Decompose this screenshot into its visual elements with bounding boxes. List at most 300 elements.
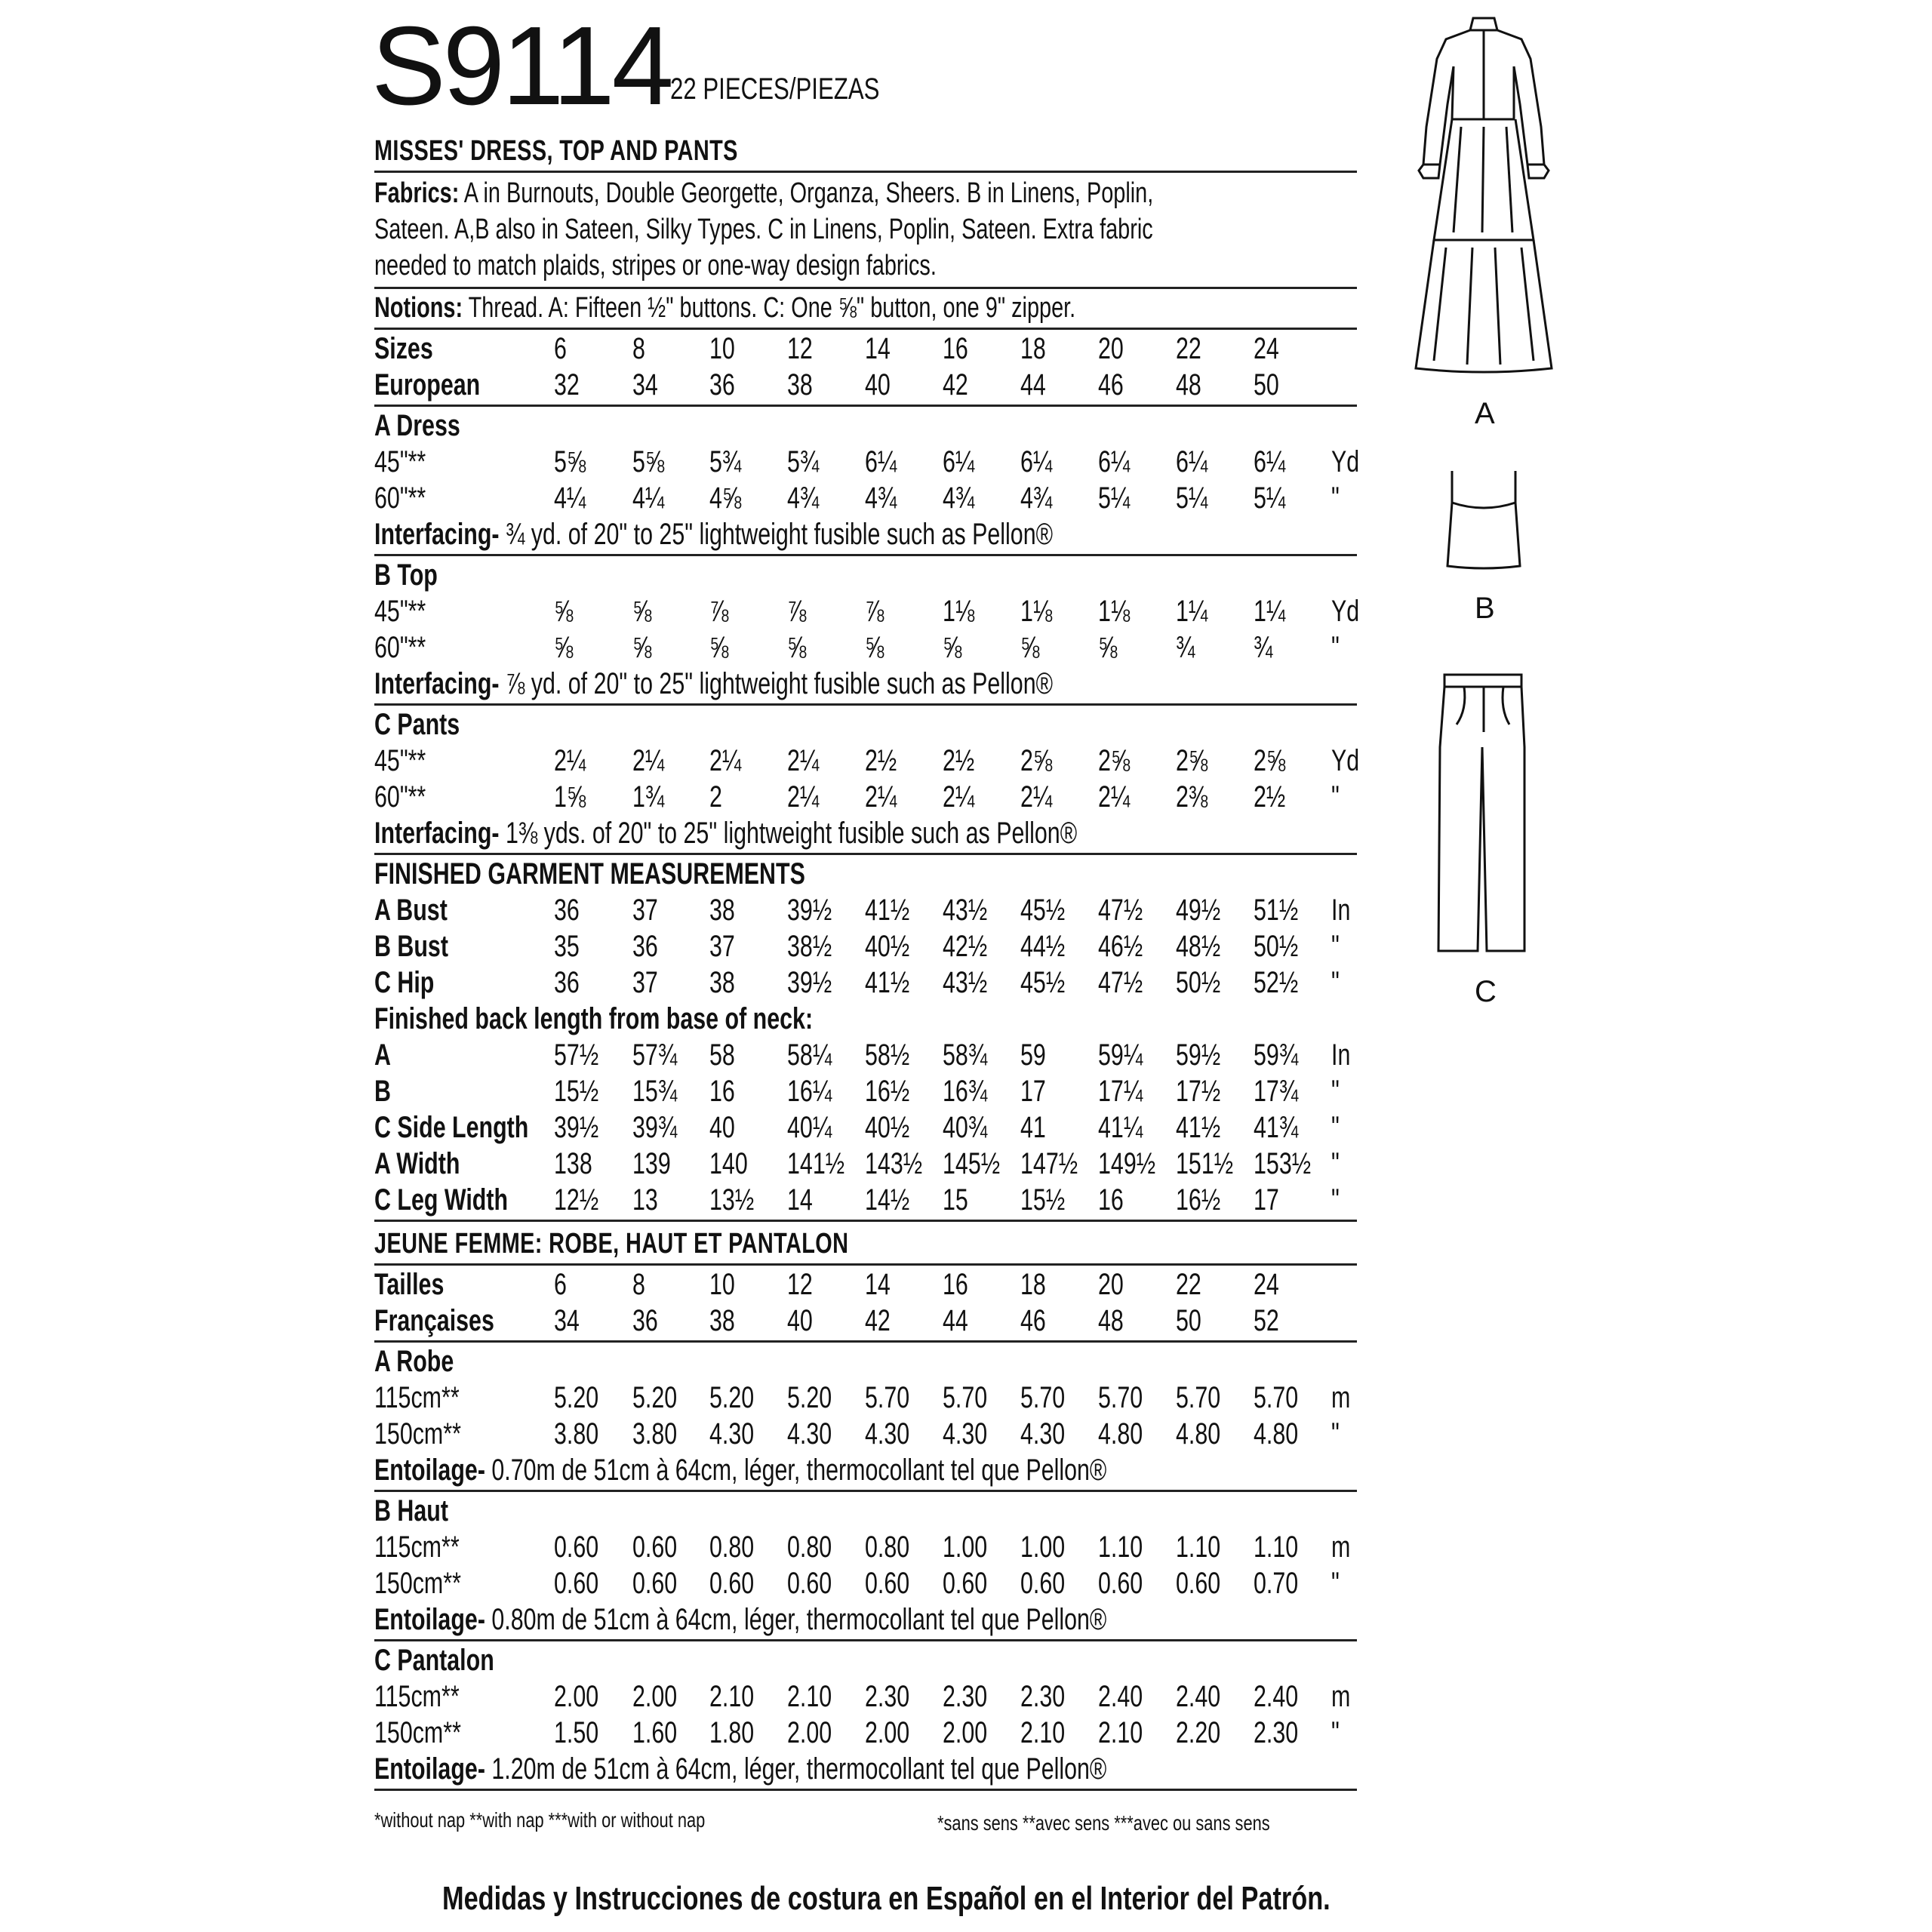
divider bbox=[374, 1340, 1357, 1343]
table-cell: 44½ bbox=[1020, 930, 1066, 963]
table-cell: 149½ bbox=[1098, 1147, 1156, 1180]
table-cell: 2¼ bbox=[943, 780, 975, 814]
table-cell: 0.60 bbox=[632, 1567, 678, 1600]
table-cell: 10 bbox=[709, 332, 735, 365]
row-label: Sizes bbox=[374, 332, 433, 365]
table-row bbox=[374, 892, 1363, 928]
table-cell: 4¾ bbox=[943, 481, 975, 515]
table-cell: 18 bbox=[1020, 1268, 1046, 1301]
table-cell: 2¼ bbox=[709, 744, 742, 777]
view-c-label: C bbox=[1475, 975, 1497, 1008]
interfacing-text: 1⅜ yds. of 20" to 25" lightweight fusible such as Pellon® bbox=[499, 817, 1078, 850]
unit-cell: " bbox=[1331, 780, 1340, 814]
interfacing-text: ¾ yd. of 20" to 25" lightweight fusible such as Pellon® bbox=[499, 518, 1054, 551]
table-cell: ⅞ bbox=[709, 595, 729, 628]
table-cell: 49½ bbox=[1176, 894, 1221, 927]
table-cell: 12½ bbox=[554, 1183, 599, 1217]
table-cell: 40½ bbox=[865, 1111, 910, 1144]
table-cell: 6¼ bbox=[1176, 445, 1208, 478]
unit-cell: " bbox=[1331, 1417, 1340, 1451]
table-row bbox=[374, 1565, 1363, 1601]
table-cell: 43½ bbox=[943, 966, 988, 999]
table-cell: ¾ bbox=[1254, 631, 1273, 664]
table-cell: 59 bbox=[1020, 1038, 1046, 1072]
table-cell: 1⅛ bbox=[943, 595, 975, 628]
table-cell: 1.60 bbox=[632, 1716, 678, 1749]
table-cell: 2.00 bbox=[787, 1716, 832, 1749]
interfacing-label: Interfacing- bbox=[374, 518, 500, 551]
table-cell: 2.00 bbox=[943, 1716, 988, 1749]
table-cell: 2.40 bbox=[1098, 1680, 1143, 1713]
table-row bbox=[374, 1715, 1363, 1751]
garment-title: MISSES' DRESS, TOP AND PANTS bbox=[374, 135, 738, 167]
table-row bbox=[374, 666, 1363, 702]
interfacing-note bbox=[374, 1601, 1106, 1638]
interfacing-note bbox=[374, 1751, 1106, 1787]
table-row bbox=[374, 480, 1363, 516]
fabrics-label: Fabrics: bbox=[374, 177, 460, 209]
table-cell: 2⅝ bbox=[1020, 744, 1053, 777]
table-cell: 2⅝ bbox=[1176, 744, 1208, 777]
table-cell: 2.30 bbox=[865, 1680, 910, 1713]
table-cell: 1⅛ bbox=[1020, 595, 1053, 628]
pieces-count: 22 PIECES/PIEZAS bbox=[670, 72, 880, 106]
row-label: 150cm** bbox=[374, 1567, 461, 1600]
table-row bbox=[374, 1146, 1363, 1182]
table-cell: 2.10 bbox=[1020, 1716, 1066, 1749]
table-cell: 41¼ bbox=[1098, 1111, 1143, 1144]
table-cell: 6 bbox=[554, 1268, 567, 1301]
table-cell: 2⅝ bbox=[1254, 744, 1286, 777]
table-cell: 18 bbox=[1020, 332, 1046, 365]
table-cell: 16 bbox=[943, 1268, 968, 1301]
table-row bbox=[374, 444, 1363, 480]
table-cell: 34 bbox=[554, 1304, 580, 1337]
unit-cell: " bbox=[1331, 1567, 1340, 1600]
table-cell: 16 bbox=[943, 332, 968, 365]
table-row bbox=[374, 815, 1363, 851]
table-cell: 4¾ bbox=[1020, 481, 1053, 515]
table-cell: 2 bbox=[709, 780, 722, 814]
table-cell: 15 bbox=[943, 1183, 968, 1217]
table-cell: 4.80 bbox=[1176, 1417, 1221, 1451]
divider bbox=[374, 328, 1357, 330]
table-cell: 17¼ bbox=[1098, 1075, 1143, 1108]
table-cell: 2.30 bbox=[943, 1680, 988, 1713]
interfacing-label: Interfacing- bbox=[374, 667, 500, 700]
table-cell: 5.70 bbox=[1254, 1381, 1299, 1414]
table-cell: 10 bbox=[709, 1268, 735, 1301]
table-cell: 34 bbox=[632, 368, 658, 401]
table-cell: 5.70 bbox=[1020, 1381, 1066, 1414]
row-label: 45"** bbox=[374, 744, 426, 777]
table-cell: 12 bbox=[787, 1268, 813, 1301]
table-cell: 5¾ bbox=[709, 445, 742, 478]
unit-cell: Yd bbox=[1331, 445, 1360, 478]
table-cell: 44 bbox=[1020, 368, 1046, 401]
table-cell: 46 bbox=[1020, 1304, 1046, 1337]
table-cell: 57¾ bbox=[632, 1038, 678, 1072]
table-cell: 5.20 bbox=[787, 1381, 832, 1414]
table-row bbox=[374, 331, 1363, 367]
table-cell: 45½ bbox=[1020, 966, 1066, 999]
table-cell: 14½ bbox=[865, 1183, 910, 1217]
table-cell: 2.40 bbox=[1176, 1680, 1221, 1713]
interfacing-text: 0.80m de 51cm à 64cm, léger, thermocollant tel que Pellon® bbox=[485, 1603, 1107, 1636]
table-cell: 24 bbox=[1254, 332, 1279, 365]
table-cell: 50 bbox=[1176, 1304, 1201, 1337]
interfacing-text: ⅞ yd. of 20" to 25" lightweight fusible such as Pellon® bbox=[499, 667, 1054, 700]
table-cell: 42 bbox=[943, 368, 968, 401]
table-row bbox=[374, 1452, 1363, 1488]
title-block bbox=[374, 133, 853, 169]
table-cell: 38½ bbox=[787, 930, 832, 963]
divider bbox=[374, 287, 1357, 289]
table-cell: 0.60 bbox=[1098, 1567, 1143, 1600]
table-row bbox=[374, 1182, 1363, 1218]
table-cell: 4⅝ bbox=[709, 481, 742, 515]
table-row bbox=[374, 1001, 1363, 1037]
table-cell: 38 bbox=[709, 1304, 735, 1337]
table-cell: 38 bbox=[709, 966, 735, 999]
table-cell: 6¼ bbox=[943, 445, 975, 478]
table-cell: 51½ bbox=[1254, 894, 1299, 927]
table-cell: 151½ bbox=[1176, 1147, 1234, 1180]
interfacing-label: Entoilage- bbox=[374, 1454, 485, 1487]
table-cell: 2.20 bbox=[1176, 1716, 1221, 1749]
row-label: C Pantalon bbox=[374, 1644, 494, 1677]
row-label: B Top bbox=[374, 558, 438, 592]
table-cell: 40 bbox=[865, 368, 891, 401]
table-cell: 0.60 bbox=[787, 1567, 832, 1600]
table-cell: 50 bbox=[1254, 368, 1279, 401]
row-label: FINISHED GARMENT MEASUREMENTS bbox=[374, 857, 805, 891]
table-cell: 5.20 bbox=[709, 1381, 755, 1414]
table-cell: 58¾ bbox=[943, 1038, 988, 1072]
table-row bbox=[374, 856, 1363, 892]
row-label: Finished back length from base of neck: bbox=[374, 1002, 814, 1035]
table-cell: 145½ bbox=[943, 1147, 1001, 1180]
table-cell: 1¾ bbox=[632, 780, 665, 814]
table-cell: 147½ bbox=[1020, 1147, 1078, 1180]
table-row bbox=[374, 1601, 1363, 1638]
table-cell: 50½ bbox=[1176, 966, 1221, 999]
table-cell: 37 bbox=[632, 966, 658, 999]
row-label: Françaises bbox=[374, 1304, 494, 1337]
unit-cell: In bbox=[1331, 894, 1351, 927]
table-cell: 39½ bbox=[787, 894, 832, 927]
table-cell: 40 bbox=[709, 1111, 735, 1144]
table-cell: 38 bbox=[709, 894, 735, 927]
table-cell: 36 bbox=[632, 1304, 658, 1337]
table-cell: 12 bbox=[787, 332, 813, 365]
table-cell: ⅝ bbox=[632, 595, 652, 628]
table-cell: 1¼ bbox=[1176, 595, 1208, 628]
table-cell: 41½ bbox=[865, 966, 910, 999]
row-label: 45"** bbox=[374, 595, 426, 628]
table-cell: 41½ bbox=[1176, 1111, 1221, 1144]
table-cell: 5.70 bbox=[865, 1381, 910, 1414]
table-cell: 140 bbox=[709, 1147, 748, 1180]
divider bbox=[374, 853, 1357, 855]
unit-cell: Yd bbox=[1331, 595, 1360, 628]
table-cell: 2.00 bbox=[632, 1680, 678, 1713]
notions-text: Thread. A: Fifteen ½" buttons. C: One ⅝" button, one 9" zipper. bbox=[463, 292, 1076, 324]
table-cell: ⅝ bbox=[787, 631, 807, 664]
unit-cell: " bbox=[1331, 1111, 1340, 1144]
fabrics-line-3: needed to match plaids, stripes or one-way design fabrics. bbox=[374, 250, 937, 281]
view-a-label: A bbox=[1475, 397, 1495, 430]
table-cell: 16½ bbox=[1176, 1183, 1221, 1217]
table-cell: 47½ bbox=[1098, 966, 1143, 999]
row-label: European bbox=[374, 368, 481, 401]
table-cell: 40½ bbox=[865, 930, 910, 963]
interfacing-note bbox=[374, 516, 1053, 552]
table-cell: 14 bbox=[787, 1183, 813, 1217]
table-cell: 3.80 bbox=[632, 1417, 678, 1451]
table-cell: 24 bbox=[1254, 1268, 1279, 1301]
table-cell: 39¾ bbox=[632, 1111, 678, 1144]
table-cell: 59¾ bbox=[1254, 1038, 1299, 1072]
table-row bbox=[374, 706, 1363, 743]
table-cell: 2⅜ bbox=[1176, 780, 1208, 814]
row-label: 60"** bbox=[374, 780, 426, 814]
table-cell: 59¼ bbox=[1098, 1038, 1143, 1072]
table-row bbox=[374, 1380, 1363, 1416]
table-cell: ⅝ bbox=[632, 631, 652, 664]
unit-cell: m bbox=[1331, 1381, 1351, 1414]
table-cell: 2½ bbox=[865, 744, 897, 777]
row-label: A bbox=[374, 1038, 391, 1072]
table-cell: 3.80 bbox=[554, 1417, 599, 1451]
table-cell: 4.30 bbox=[787, 1417, 832, 1451]
table-cell: 5.20 bbox=[632, 1381, 678, 1414]
interfacing-label: Entoilage- bbox=[374, 1603, 485, 1636]
table-cell: 45½ bbox=[1020, 894, 1066, 927]
row-label: C Pants bbox=[374, 708, 460, 741]
table-row bbox=[374, 516, 1363, 552]
table-cell: 2½ bbox=[1254, 780, 1286, 814]
table-cell: 0.60 bbox=[632, 1531, 678, 1564]
table-cell: 36 bbox=[554, 966, 580, 999]
table-cell: 4¾ bbox=[787, 481, 820, 515]
table-cell: 43½ bbox=[943, 894, 988, 927]
table-cell: 58 bbox=[709, 1038, 735, 1072]
table-cell: 1.10 bbox=[1176, 1531, 1221, 1564]
table-cell: 5.20 bbox=[554, 1381, 599, 1414]
table-row bbox=[374, 928, 1363, 964]
table-row bbox=[374, 593, 1363, 629]
table-cell: 2.40 bbox=[1254, 1680, 1299, 1713]
table-row bbox=[374, 408, 1363, 444]
table-cell: 2¼ bbox=[554, 744, 586, 777]
divider bbox=[374, 1639, 1357, 1641]
table-row bbox=[374, 1037, 1363, 1073]
table-cell: ⅝ bbox=[554, 595, 574, 628]
row-label: 115cm** bbox=[374, 1531, 460, 1564]
divider bbox=[374, 405, 1357, 407]
table-cell: 52 bbox=[1254, 1304, 1279, 1337]
table-cell: 1.00 bbox=[943, 1531, 988, 1564]
table-cell: 16½ bbox=[865, 1075, 910, 1108]
interfacing-text: 0.70m de 51cm à 64cm, léger, thermocollant tel que Pellon® bbox=[485, 1454, 1107, 1487]
table-cell: 58½ bbox=[865, 1038, 910, 1072]
row-label: A Width bbox=[374, 1147, 460, 1180]
table-row bbox=[374, 1343, 1363, 1380]
table-cell: 5¼ bbox=[1098, 481, 1131, 515]
unit-cell: In bbox=[1331, 1038, 1351, 1072]
table-cell: 38 bbox=[787, 368, 813, 401]
table-row bbox=[374, 1073, 1363, 1109]
table-cell: 39½ bbox=[787, 966, 832, 999]
table-cell: 32 bbox=[554, 368, 580, 401]
table-cell: 6¼ bbox=[1098, 445, 1131, 478]
table-cell: 15½ bbox=[1020, 1183, 1066, 1217]
row-label: 150cm** bbox=[374, 1716, 461, 1749]
table-cell: 8 bbox=[632, 332, 645, 365]
table-cell: 40 bbox=[787, 1304, 813, 1337]
divider bbox=[374, 703, 1357, 706]
table-cell: 48 bbox=[1098, 1304, 1124, 1337]
table-cell: 17 bbox=[1020, 1075, 1046, 1108]
interfacing-label: Entoilage- bbox=[374, 1752, 485, 1786]
table-cell: 0.80 bbox=[709, 1531, 755, 1564]
table-cell: 2.10 bbox=[709, 1680, 755, 1713]
unit-cell: " bbox=[1331, 481, 1340, 515]
table-cell: 46 bbox=[1098, 368, 1124, 401]
row-label: A Bust bbox=[374, 894, 448, 927]
row-label: A Robe bbox=[374, 1345, 454, 1378]
top-b-illustration bbox=[1438, 468, 1529, 574]
table-cell: 0.60 bbox=[554, 1567, 599, 1600]
table-cell: 1.10 bbox=[1098, 1531, 1143, 1564]
table-cell: 138 bbox=[554, 1147, 592, 1180]
table-cell: ⅞ bbox=[787, 595, 807, 628]
divider bbox=[374, 171, 1357, 173]
unit-cell: " bbox=[1331, 1075, 1340, 1108]
table-cell: 20 bbox=[1098, 1268, 1124, 1301]
divider bbox=[374, 1490, 1357, 1492]
notions-block bbox=[374, 290, 1297, 326]
table-cell: 0.80 bbox=[865, 1531, 910, 1564]
interfacing-label: Interfacing- bbox=[374, 817, 500, 850]
table-row bbox=[374, 743, 1363, 779]
table-cell: 16 bbox=[1098, 1183, 1124, 1217]
table-cell: 22 bbox=[1176, 1268, 1201, 1301]
table-cell: 5¼ bbox=[1254, 481, 1286, 515]
table-cell: 50½ bbox=[1254, 930, 1299, 963]
unit-cell: " bbox=[1331, 1183, 1340, 1217]
table-cell: 13 bbox=[632, 1183, 658, 1217]
table-cell: 0.60 bbox=[554, 1531, 599, 1564]
table-cell: 2¼ bbox=[787, 744, 820, 777]
table-row bbox=[374, 367, 1363, 403]
table-cell: ⅝ bbox=[1098, 631, 1118, 664]
table-cell: ⅝ bbox=[1020, 631, 1040, 664]
table-cell: 1⅛ bbox=[1098, 595, 1131, 628]
row-label: 60"** bbox=[374, 631, 426, 664]
table-row bbox=[374, 964, 1363, 1001]
table-cell: 4.30 bbox=[1020, 1417, 1066, 1451]
table-cell: 36 bbox=[709, 368, 735, 401]
dress-a-illustration bbox=[1401, 14, 1567, 383]
table-cell: 1.50 bbox=[554, 1716, 599, 1749]
spanish-instructions-note: Medidas y Instrucciones de costura en Español en el Interior del Patrón. bbox=[442, 1880, 1331, 1917]
interfacing-note bbox=[374, 815, 1077, 851]
table-cell: 6¼ bbox=[865, 445, 897, 478]
table-cell: 20 bbox=[1098, 332, 1124, 365]
fabrics-line-2: Sateen. A,B also in Sateen, Silky Types. C in Linens, Poplin, Sateen. Extra fabric bbox=[374, 214, 1153, 245]
table-cell: 52½ bbox=[1254, 966, 1299, 999]
row-label: C Side Length bbox=[374, 1111, 529, 1144]
table-cell: 2.10 bbox=[1098, 1716, 1143, 1749]
table-cell: 143½ bbox=[865, 1147, 923, 1180]
table-cell: 6¼ bbox=[1254, 445, 1286, 478]
table-cell: ⅞ bbox=[865, 595, 884, 628]
table-cell: 17½ bbox=[1176, 1075, 1221, 1108]
unit-cell: Yd bbox=[1331, 744, 1360, 777]
table-row bbox=[374, 1493, 1363, 1529]
table-cell: 4.30 bbox=[943, 1417, 988, 1451]
table-cell: 5⅝ bbox=[632, 445, 665, 478]
table-row bbox=[374, 1678, 1363, 1715]
table-cell: 8 bbox=[632, 1268, 645, 1301]
row-label: B bbox=[374, 1075, 391, 1108]
table-cell: 2¼ bbox=[1020, 780, 1053, 814]
view-b-label: B bbox=[1475, 592, 1495, 625]
table-cell: 37 bbox=[709, 930, 735, 963]
table-cell: ⅝ bbox=[865, 631, 884, 664]
table-row bbox=[374, 1529, 1363, 1565]
table-cell: 15¾ bbox=[632, 1075, 678, 1108]
table-cell: 2.00 bbox=[554, 1680, 599, 1713]
divider bbox=[374, 1263, 1357, 1266]
table-cell: 5¼ bbox=[1176, 481, 1208, 515]
table-cell: ⅝ bbox=[709, 631, 729, 664]
row-label: 115cm** bbox=[374, 1680, 460, 1713]
fabrics-line-1: A in Burnouts, Double Georgette, Organza, Sheers. B in Linens, Poplin, bbox=[459, 177, 1154, 209]
table-row bbox=[374, 1751, 1363, 1787]
row-label: Tailles bbox=[374, 1268, 445, 1301]
unit-cell: " bbox=[1331, 1147, 1340, 1180]
interfacing-text: 1.20m de 51cm à 64cm, léger, thermocollant tel que Pellon® bbox=[485, 1752, 1107, 1786]
table-cell: 59½ bbox=[1176, 1038, 1221, 1072]
table-cell: 6¼ bbox=[1020, 445, 1053, 478]
table-cell: 4.30 bbox=[709, 1417, 755, 1451]
table-row bbox=[374, 629, 1363, 666]
table-row bbox=[374, 1303, 1363, 1339]
fabrics-block bbox=[374, 175, 1399, 211]
table-cell: 13½ bbox=[709, 1183, 755, 1217]
row-label: A Dress bbox=[374, 409, 460, 442]
footnote-english: *without nap **with nap ***with or without nap bbox=[374, 1808, 706, 1832]
table-cell: 16¼ bbox=[787, 1075, 832, 1108]
table-cell: 4.30 bbox=[865, 1417, 910, 1451]
unit-cell: m bbox=[1331, 1680, 1351, 1713]
table-cell: 2.30 bbox=[1254, 1716, 1299, 1749]
unit-cell: " bbox=[1331, 930, 1340, 963]
table-cell: 41½ bbox=[865, 894, 910, 927]
french-title: JEUNE FEMME: ROBE, HAUT ET PANTALON bbox=[374, 1228, 849, 1260]
footnote-french: *sans sens **avec sens ***avec ou sans sens bbox=[937, 1811, 1270, 1835]
table-cell: 2.00 bbox=[865, 1716, 910, 1749]
table-cell: 22 bbox=[1176, 332, 1201, 365]
table-cell: 0.60 bbox=[865, 1567, 910, 1600]
table-cell: 4¼ bbox=[632, 481, 665, 515]
table-cell: 5⅝ bbox=[554, 445, 586, 478]
divider bbox=[374, 1789, 1357, 1791]
table-cell: ¾ bbox=[1176, 631, 1195, 664]
